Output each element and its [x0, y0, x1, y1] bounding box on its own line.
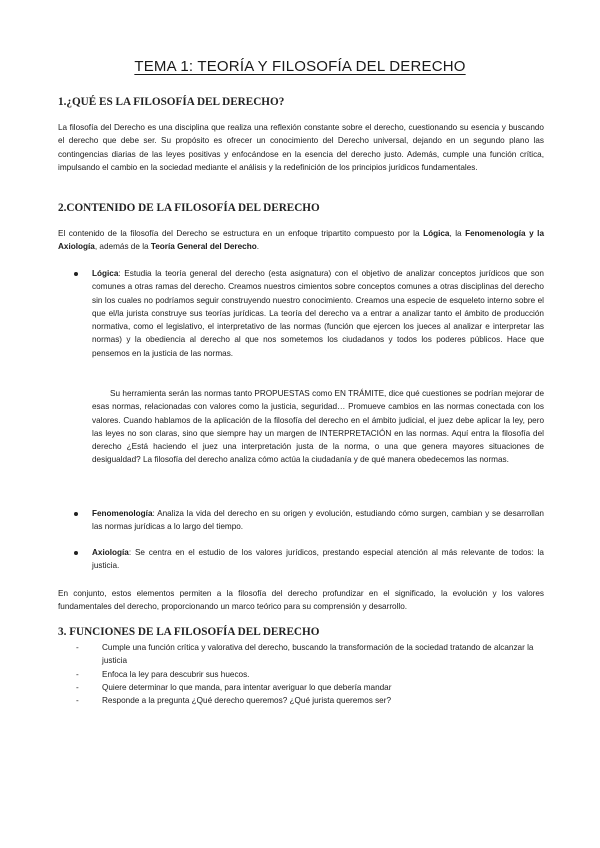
section-3-heading: 3. FUNCIONES DE LA FILOSOFÍA DEL DERECHO	[58, 626, 320, 638]
section-1-heading: 1.¿QUÉ ES LA FILOSOFÍA DEL DERECHO?	[58, 96, 285, 108]
section-2-heading: 2.CONTENIDO DE LA FILOSOFÍA DEL DERECHO	[58, 202, 320, 214]
section-2-intro: El contenido de la filosofía del Derecho se estructura en un enfoque tripartito compuesto por la Lógica, la Fenomenología y la Axiología, además de la Teoría General del Derecho.	[58, 229, 544, 252]
list-item: - Quiere determinar lo que manda, para intentar averiguar lo que debería mandar	[76, 681, 546, 694]
bullet-axiologia-text: Axiología: Se centra en el estudio de los valores jurídicos, prestando especial atención al más relevante de todos: la justicia.	[92, 548, 544, 571]
section-2-conclusion: En conjunto, estos elementos permiten a la filosofía del derecho profundizar en el significado, la evolución y los valores fundamentales del derecho, proporcionando un marco teórico para su comprensión y desarrollo.	[58, 589, 544, 612]
list-item: - Enfoca la ley para descubrir sus huecos.	[76, 668, 546, 681]
bullet-fenomenologia-text: Fenomenología: Analiza la vida del derecho en su origen y evolución, estudiando cómo surgen, cambian y se desarrollan las normas jurídicas a lo largo del tiempo.	[92, 509, 544, 532]
dash-marker: -	[76, 682, 79, 692]
bullet-dot	[74, 551, 78, 555]
bullet-dot	[74, 512, 78, 516]
section-1-paragraph: La filosofía del Derecho es una disciplina que realiza una reflexión constante sobre el derecho, cuestionando su esencia y buscando el derecho que debe ser. Su propósito es ofrecer un conocimiento del Derecho universal, dejando en un segundo plano las contingencias diarias de las leyes positivas y enfocándose en la esencia del derecho justo. Además, cumple una función crítica, impulsando el cambio en la sociedad mediante el análisis y la redefinición de los principios jurídicos fundamentales.	[58, 123, 544, 172]
dash-marker: -	[76, 643, 79, 652]
dash-marker: -	[76, 669, 79, 679]
list-item: - Responde a la pregunta ¿Qué derecho queremos? ¿Qué jurista queremos ser?	[76, 694, 546, 707]
list-item: - Cumple una función crítica y valorativa del derecho, buscando la transformación de la sociedad tratando de alcanzar la justicia	[76, 643, 534, 666]
bullet-dot	[74, 272, 78, 276]
functions-list	[76, 641, 546, 707]
bullet-logica-text: Lógica: Estudia la teoría general del derecho (esta asignatura) con el objetivo de analizar conceptos jurídicos que son comunes a otras ramas del derecho. Creamos nuestros cimientos sobre conceptos comunes a otras disciplinas del derecho sin los cuales no podríamos seguir construyendo nuestro conocimiento. Creamos una especie de esqueleto interno sobre el que el/la jurista construye sus teorías jurídicas. La teoría del derecho va a entrar a analizar tanto el ámbito de producción normativa, como el legislativo, el interpretativo de las normas (función que ejercen los jueces al analizar e interpretar las normas) y la obediencia al derecho al que nos sometemos los ciudadanos y todos los poderes públicos. Hace que pensemos en la justicia de las normas.	[92, 269, 544, 358]
document-title: TEMA 1: TEORÍA Y FILOSOFÍA DEL DERECHO	[134, 58, 466, 75]
bullet-logica-text-2: Su herramienta serán las normas tanto PROPUESTAS como EN TRÁMITE, dice qué cuestiones se podrían mejorar de esas normas, relacionadas con valores como la justicia, seguridad… Promueve cambios en las normas conectada con los valores. Cuando hablamos de la aplicación de la filosofía del derecho en el ámbito judicial, el juez debe aplicar la ley, pero las leyes no son claras, sino que siempre hay un margen de INTERPRETACIÓN en las normas. Aquí entra la filosofía del derecho ¿Está haciendo el juez una interpretación justa de la norma, o una que genera mayores situaciones de desigualdad? La filosofía del derecho analiza cómo actúa la ciudadanía y de qué manera obedecemos las normas.	[92, 389, 544, 465]
dash-marker: -	[76, 696, 79, 706]
